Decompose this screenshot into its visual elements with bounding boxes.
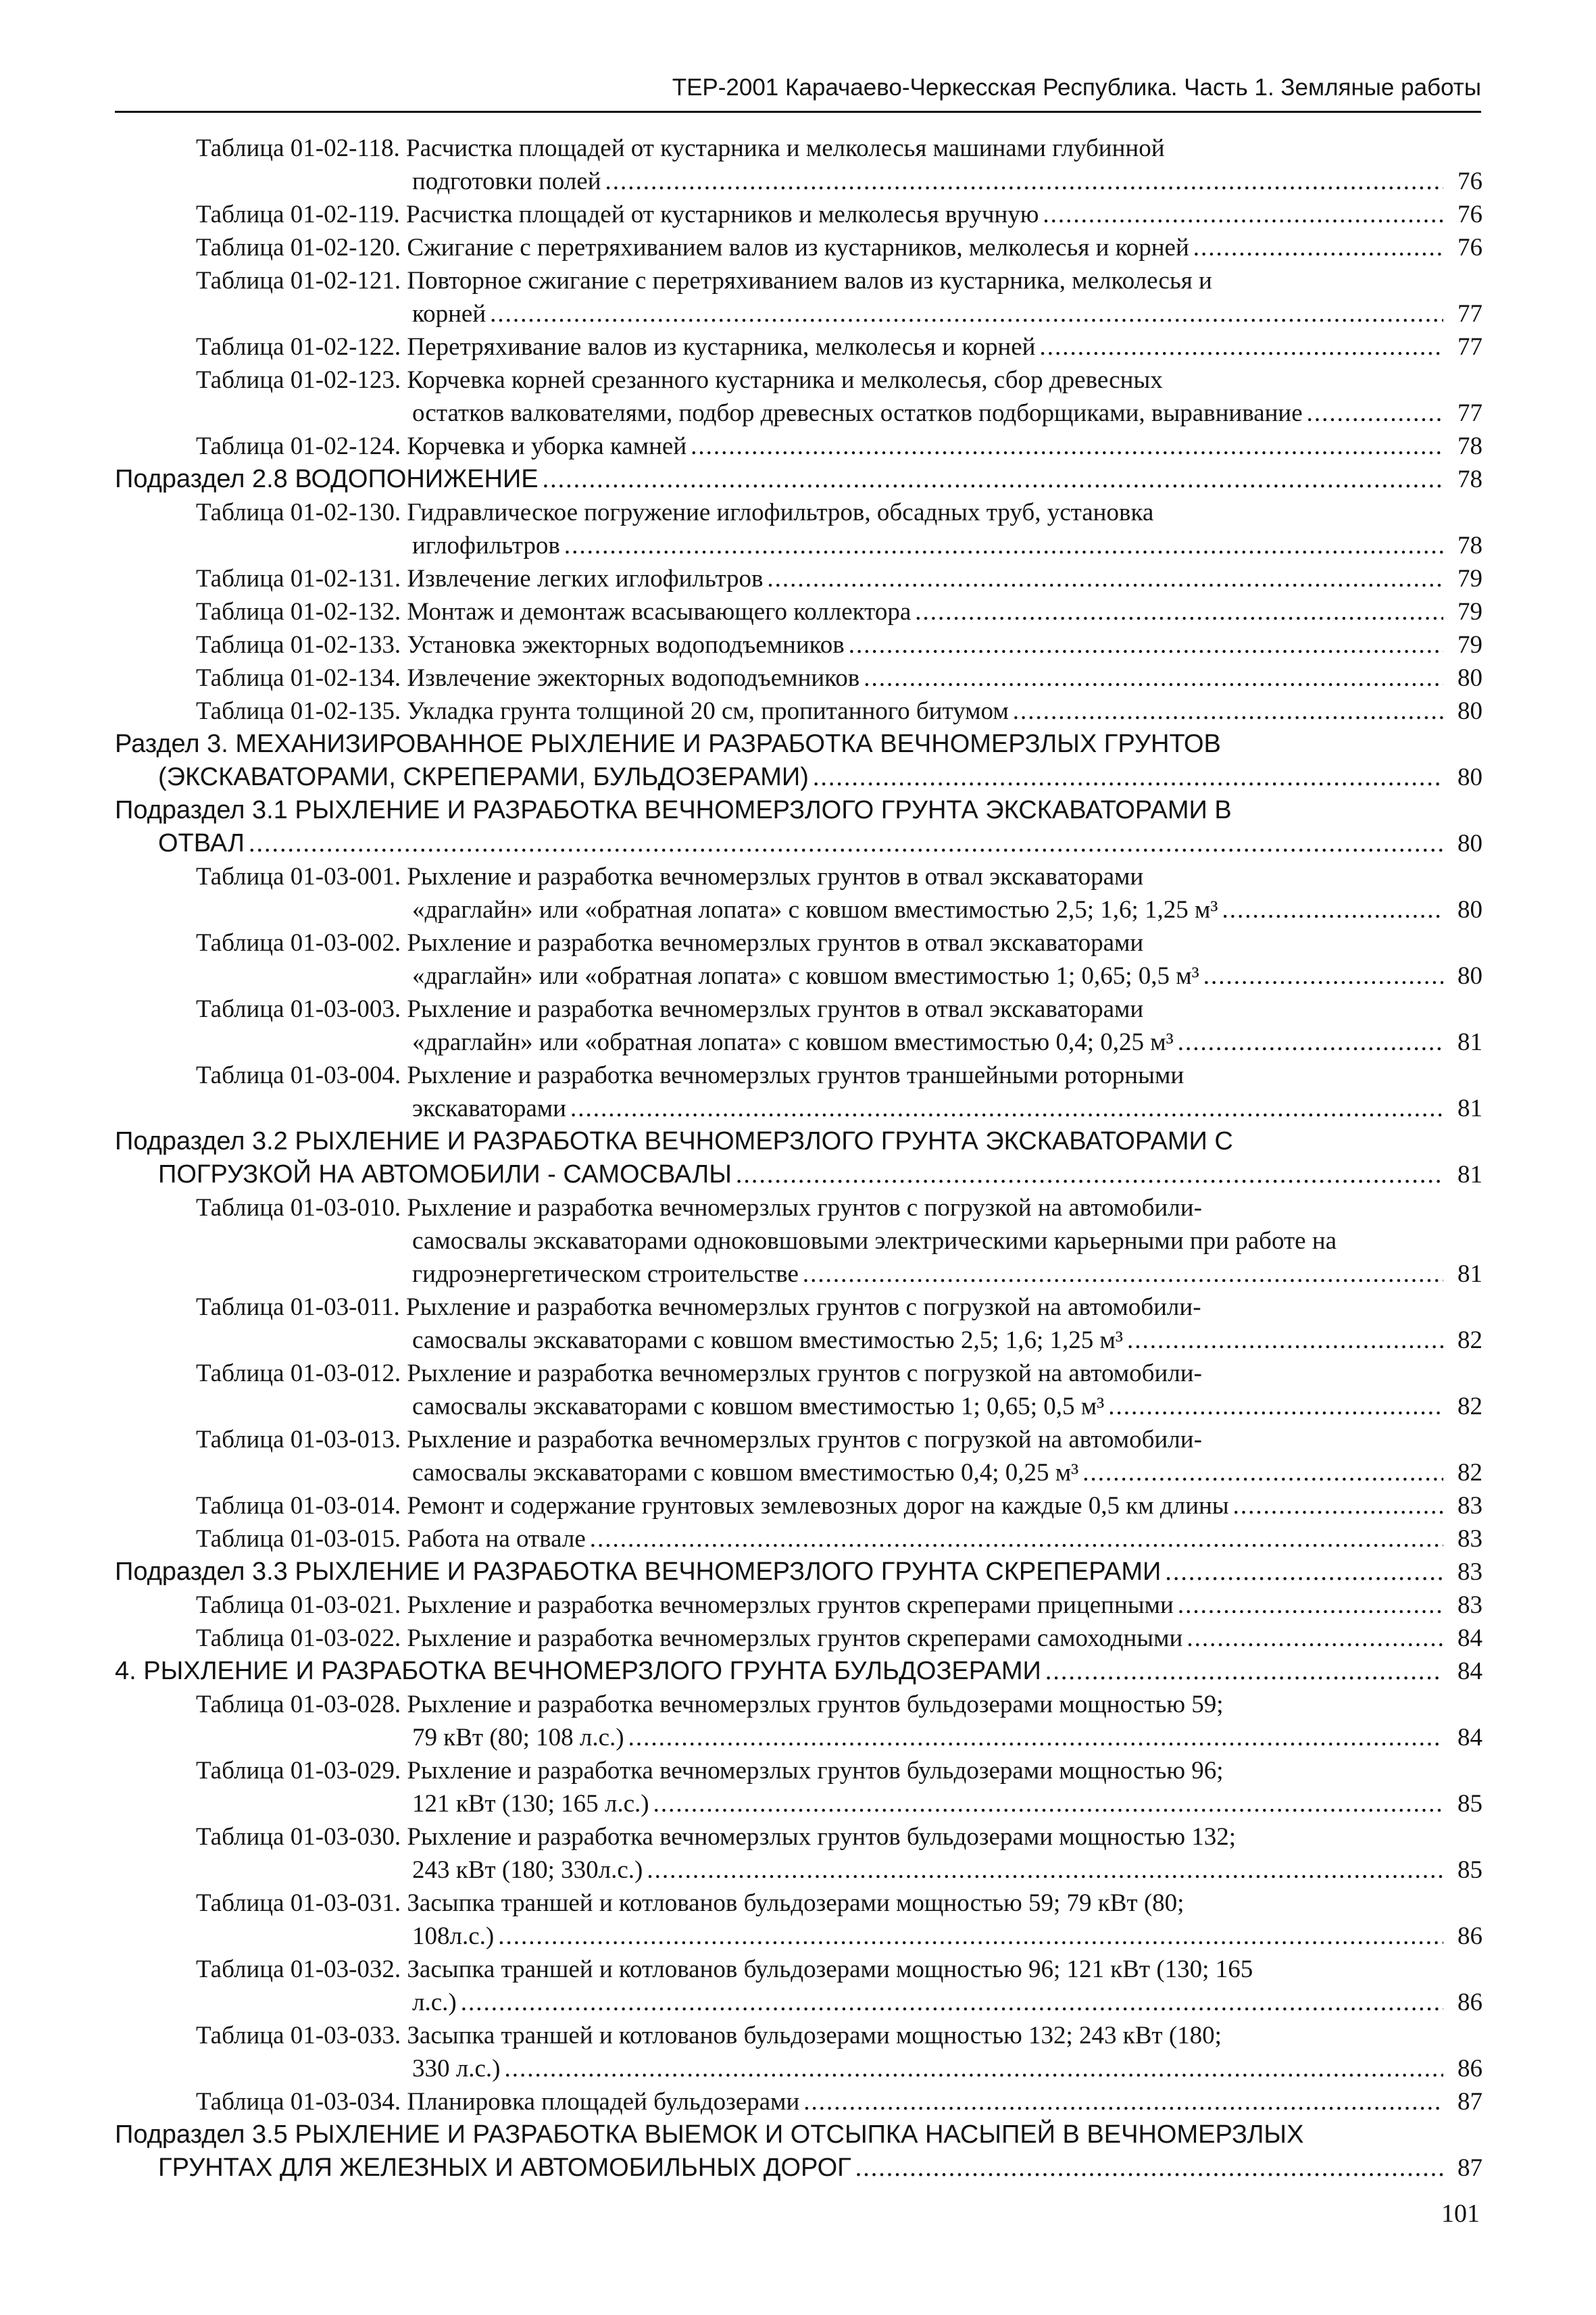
running-header: [115, 73, 1481, 113]
toc-entry-text: Подраздел 2.8 ВОДОПОНИЖЕНИЕ: [115, 465, 539, 493]
toc-section-entry[interactable]: [115, 463, 1482, 496]
toc-table-entry[interactable]: [115, 1887, 1482, 1953]
toc-page-number: 84: [1457, 1658, 1482, 1685]
toc-page-number: 83: [1457, 1591, 1482, 1619]
toc-entry-text: самосвалы экскаваторами с ковшом вместимостью 2,5; 1,6; 1,25 м³: [412, 1326, 1124, 1354]
toc-entry-text: гидроэнергетическом строительстве: [412, 1260, 799, 1288]
toc-page-number: 77: [1457, 333, 1482, 361]
dot-leader: [803, 1258, 1443, 1291]
table-of-contents: [115, 132, 1482, 2185]
dot-leader: [1039, 330, 1443, 364]
toc-table-entry[interactable]: [115, 1357, 1482, 1423]
toc-table-entry[interactable]: [115, 926, 1482, 993]
dot-leader: [1187, 1622, 1443, 1655]
toc-table-entry[interactable]: [115, 860, 1482, 926]
toc-entry-text: «драглайн» или «обратная лопата» с ковшом вместимостью 1; 0,65; 0,5 м³: [412, 962, 1199, 990]
toc-entry-text: подготовки полей: [412, 168, 601, 195]
dot-leader: [461, 1986, 1443, 2019]
toc-page-number: 83: [1457, 1558, 1482, 1586]
toc-entry-text: Таблица 01-03-013. Рыхление и разработка вечномерзлых грунтов с погрузкой на автомобили-: [196, 1426, 1202, 1453]
dot-leader: [1082, 1456, 1443, 1489]
page-number: 101: [1441, 2199, 1480, 2228]
toc-entry-text: самосвалы экскаваторами с ковшом вместимостью 1; 0,65; 0,5 м³: [412, 1393, 1105, 1420]
toc-page-number: 77: [1457, 300, 1482, 328]
toc-entry-text: Таблица 01-02-122. Перетряхивание валов из кустарника, мелколесья и корней: [196, 333, 1036, 361]
toc-entry-text: Таблица 01-03-015. Работа на отвале: [196, 1525, 586, 1553]
toc-table-entry[interactable]: [115, 1522, 1482, 1555]
toc-entry-text: Таблица 01-03-032. Засыпка траншей и котлованов бульдозерами мощностью 96; 121 кВт (130; 165: [196, 1956, 1253, 1983]
dot-leader: [647, 1853, 1443, 1887]
toc-entry-text: Таблица 01-02-130. Гидравлическое погружение иглофильтров, обсадных труб, установка: [196, 499, 1154, 526]
dot-leader: [813, 761, 1443, 794]
header-title: ТЕР-2001 Карачаево-Черкесская Республика. Часть 1. Земляные работы: [672, 74, 1481, 101]
toc-entry-text: Таблица 01-03-002. Рыхление и разработка вечномерзлых грунтов в отвал экскаваторами: [196, 929, 1144, 957]
toc-page-number: 81: [1457, 1260, 1482, 1288]
toc-entry-text: иглофильтров: [412, 532, 560, 559]
toc-entry-text: Таблица 01-02-134. Извлечение эжекторных водоподъемников: [196, 664, 860, 692]
dot-leader: [1127, 1324, 1443, 1357]
dot-leader: [803, 2085, 1443, 2118]
toc-page-number: 86: [1457, 1922, 1482, 1950]
toc-entry-text: Таблица 01-02-135. Укладка грунта толщиной 20 см, пропитанного битумом: [196, 697, 1009, 725]
dot-leader: [653, 1787, 1443, 1820]
toc-entry-text: Таблица 01-02-131. Извлечение легких иглофильтров: [196, 565, 764, 593]
toc-entry-text: Раздел 3. МЕХАНИЗИРОВАННОЕ РЫХЛЕНИЕ И РАЗРАБОТКА ВЕЧНОМЕРЗЛЫХ ГРУНТОВ: [115, 730, 1221, 758]
toc-table-entry[interactable]: [115, 1291, 1482, 1357]
toc-table-entry[interactable]: [115, 1820, 1482, 1887]
dot-leader: [767, 562, 1443, 595]
toc-section-entry[interactable]: [115, 1655, 1482, 1688]
toc-table-entry[interactable]: [115, 1953, 1482, 2019]
toc-entry-text: Таблица 01-03-011. Рыхление и разработка вечномерзлых грунтов с погрузкой на автомобили-: [196, 1293, 1201, 1321]
toc-entry-text: Подраздел 3.3 РЫХЛЕНИЕ И РАЗРАБОТКА ВЕЧНОМЕРЗЛОГО ГРУНТА СКРЕПЕРАМИ: [115, 1558, 1162, 1586]
toc-page-number: 83: [1457, 1525, 1482, 1553]
toc-entry-text: 108л.с.): [412, 1922, 495, 1950]
toc-entry-text: (ЭКСКАВАТОРАМИ, СКРЕПЕРАМИ, БУЛЬДОЗЕРАМИ): [158, 763, 809, 791]
dot-leader: [490, 297, 1443, 330]
toc-entry-text: Таблица 01-03-004. Рыхление и разработка вечномерзлых грунтов траншейными роторными: [196, 1062, 1184, 1089]
toc-entry-text: 121 кВт (130; 165 л.с.): [412, 1790, 649, 1818]
toc-page-number: 77: [1457, 399, 1482, 427]
toc-entry-text: Подраздел 3.2 РЫХЛЕНИЕ И РАЗРАБОТКА ВЕЧНОМЕРЗЛОГО ГРУНТА ЭКСКАВАТОРАМИ С: [115, 1127, 1233, 1155]
toc-table-entry[interactable]: [115, 1191, 1482, 1291]
toc-entry-text: Таблица 01-03-029. Рыхление и разработка вечномерзлых грунтов бульдозерами мощностью 96;: [196, 1757, 1224, 1785]
dot-leader: [849, 628, 1443, 662]
toc-table-entry[interactable]: [115, 1489, 1482, 1522]
toc-table-entry[interactable]: [115, 1688, 1482, 1754]
toc-entry-text: ГРУНТАХ ДЛЯ ЖЕЛЕЗНЫХ И АВТОМОБИЛЬНЫХ ДОРОГ: [158, 2154, 851, 2182]
toc-entry-text: Таблица 01-03-001. Рыхление и разработка вечномерзлых грунтов в отвал экскаваторами: [196, 863, 1144, 891]
toc-page-number: 80: [1457, 830, 1482, 857]
toc-entry-text: 79 кВт (80; 108 л.с.): [412, 1724, 624, 1751]
toc-entry-text: самосвалы экскаваторами с ковшом вместимостью 0,4; 0,25 м³: [412, 1459, 1079, 1487]
dot-leader: [1013, 695, 1443, 728]
toc-entry-text: ОТВАЛ: [158, 829, 245, 857]
toc-page-number: 80: [1457, 764, 1482, 791]
toc-entry-text: Таблица 01-03-021. Рыхление и разработка вечномерзлых грунтов скреперами прицепными: [196, 1591, 1174, 1619]
toc-entry-text: Таблица 01-03-022. Рыхление и разработка вечномерзлых грунтов скреперами самоходными: [196, 1624, 1183, 1652]
toc-entry-text: Таблица 01-03-003. Рыхление и разработка вечномерзлых грунтов в отвал экскаваторами: [196, 995, 1144, 1023]
toc-table-entry[interactable]: [115, 430, 1482, 463]
dot-leader: [1222, 893, 1443, 926]
dot-leader: [504, 2052, 1443, 2085]
toc-entry-text: Подраздел 3.5 РЫХЛЕНИЕ И РАЗРАБОТКА ВЫЕМОК И ОТСЫПКА НАСЫПЕЙ В ВЕЧНОМЕРЗЛЫХ: [115, 2120, 1304, 2149]
toc-entry-text: 330 л.с.): [412, 2055, 501, 2083]
toc-table-entry[interactable]: [115, 628, 1482, 662]
toc-section-entry[interactable]: [115, 1555, 1482, 1589]
dot-leader: [590, 1522, 1443, 1555]
toc-page-number: 79: [1457, 631, 1482, 659]
toc-page-number: 81: [1457, 1095, 1482, 1122]
toc-table-entry[interactable]: [115, 231, 1482, 264]
toc-entry-text: «драглайн» или «обратная лопата» с ковшом вместимостью 0,4; 0,25 м³: [412, 1028, 1174, 1056]
toc-entry-text: Таблица 01-03-033. Засыпка траншей и котлованов бульдозерами мощностью 132; 243 кВт (180;: [196, 2022, 1222, 2049]
dot-leader: [498, 1920, 1443, 1953]
dot-leader: [1043, 198, 1443, 231]
toc-page-number: 80: [1457, 664, 1482, 692]
toc-page-number: 87: [1457, 2088, 1482, 2116]
toc-page-number: 80: [1457, 697, 1482, 725]
toc-entry-text: Таблица 01-03-031. Засыпка траншей и котлованов бульдозерами мощностью 59; 79 кВт (80;: [196, 1889, 1184, 1917]
toc-entry-text: Таблица 01-02-121. Повторное сжигание с перетряхиванием валов из кустарника, мелколесья и: [196, 267, 1212, 295]
toc-page-number: 79: [1457, 565, 1482, 593]
dot-leader: [1045, 1655, 1443, 1688]
toc-page-number: 79: [1457, 598, 1482, 626]
toc-table-entry[interactable]: [115, 1589, 1482, 1622]
dot-leader: [605, 165, 1443, 198]
toc-entry-text: Таблица 01-03-012. Рыхление и разработка вечномерзлых грунтов с погрузкой на автомобили-: [196, 1360, 1202, 1387]
toc-page-number: 81: [1457, 1028, 1482, 1056]
dot-leader: [249, 827, 1443, 860]
toc-section-entry[interactable]: [115, 728, 1482, 794]
toc-table-entry[interactable]: [115, 662, 1482, 695]
toc-entry-text: Подраздел 3.1 РЫХЛЕНИЕ И РАЗРАБОТКА ВЕЧНОМЕРЗЛОГО ГРУНТА ЭКСКАВАТОРАМИ В: [115, 796, 1232, 824]
dot-leader: [1165, 1555, 1443, 1589]
dot-leader: [855, 2151, 1443, 2185]
toc-entry-text: Таблица 01-03-014. Ремонт и содержание грунтовых землевозных дорог на каждые 0,5 км длины: [196, 1492, 1229, 1520]
dot-leader: [1178, 1589, 1443, 1622]
toc-table-entry[interactable]: [115, 496, 1482, 562]
toc-entry-text: самосвалы экскаваторами одноковшовыми электрическими карьерными при работе на: [412, 1227, 1337, 1255]
toc-page-number: 83: [1457, 1492, 1482, 1520]
toc-table-entry[interactable]: [115, 132, 1482, 198]
toc-entry-text: Таблица 01-02-120. Сжигание с перетряхиванием валов из кустарников, мелколесья и корней: [196, 234, 1189, 262]
toc-page-number: 76: [1457, 168, 1482, 195]
toc-table-entry[interactable]: [115, 595, 1482, 628]
dot-leader: [864, 662, 1443, 695]
toc-entry-text: экскаваторами: [412, 1095, 566, 1122]
toc-entry-text: Таблица 01-02-118. Расчистка площадей от кустарника и мелколесья машинами глубинной: [196, 134, 1165, 162]
toc-page-number: 86: [1457, 1989, 1482, 2016]
toc-page-number: 82: [1457, 1459, 1482, 1487]
toc-table-entry[interactable]: [115, 330, 1482, 364]
toc-page-number: 78: [1457, 432, 1482, 460]
toc-page-number: 85: [1457, 1790, 1482, 1818]
toc-table-entry[interactable]: [115, 364, 1482, 430]
toc-entry-text: 4. РЫХЛЕНИЕ И РАЗРАБОТКА ВЕЧНОМЕРЗЛОГО ГРУНТА БУЛЬДОЗЕРАМИ: [115, 1657, 1041, 1685]
toc-entry-text: Таблица 01-02-124. Корчевка и уборка камней: [196, 432, 687, 460]
toc-page-number: 82: [1457, 1326, 1482, 1354]
toc-page-number: 78: [1457, 532, 1482, 559]
toc-page-number: 86: [1457, 2055, 1482, 2083]
dot-leader: [1178, 1026, 1443, 1059]
toc-table-entry[interactable]: [115, 1423, 1482, 1489]
dot-leader: [736, 1158, 1443, 1191]
toc-table-entry[interactable]: [115, 1754, 1482, 1820]
toc-section-entry[interactable]: [115, 2118, 1482, 2185]
toc-table-entry[interactable]: [115, 993, 1482, 1059]
toc-entry-text: Таблица 01-03-028. Рыхление и разработка вечномерзлых грунтов бульдозерами мощностью 59;: [196, 1691, 1224, 1718]
toc-section-entry[interactable]: [115, 1125, 1482, 1191]
toc-entry-text: Таблица 01-02-119. Расчистка площадей от кустарников и мелколесья вручную: [196, 201, 1039, 228]
toc-entry-text: «драглайн» или «обратная лопата» с ковшом вместимостью 2,5; 1,6; 1,25 м³: [412, 896, 1218, 924]
dot-leader: [1108, 1390, 1443, 1423]
dot-leader: [1307, 397, 1443, 430]
toc-entry-text: остатков валкователями, подбор древесных остатков подборщиками, выравнивание: [412, 399, 1303, 427]
toc-page-number: 85: [1457, 1856, 1482, 1884]
toc-page-number: 78: [1457, 466, 1482, 493]
dot-leader: [1193, 231, 1443, 264]
toc-table-entry[interactable]: [115, 198, 1482, 231]
dot-leader: [564, 529, 1443, 562]
toc-table-entry[interactable]: [115, 264, 1482, 330]
toc-entry-text: Таблица 01-03-034. Планировка площадей бульдозерами: [196, 2088, 800, 2116]
dot-leader: [1233, 1489, 1443, 1522]
dot-leader: [1203, 960, 1443, 993]
toc-page-number: 81: [1457, 1161, 1482, 1189]
dot-leader: [570, 1092, 1443, 1125]
toc-table-entry[interactable]: [115, 2085, 1482, 2118]
dot-leader: [691, 430, 1443, 463]
dot-leader: [915, 595, 1443, 628]
toc-entry-text: Таблица 01-03-010. Рыхление и разработка вечномерзлых грунтов с погрузкой на автомобили-: [196, 1194, 1202, 1222]
toc-page-number: 80: [1457, 962, 1482, 990]
toc-page-number: 84: [1457, 1724, 1482, 1751]
toc-entry-text: 243 кВт (180; 330л.с.): [412, 1856, 643, 1884]
toc-section-entry[interactable]: [115, 794, 1482, 860]
toc-page-number: 76: [1457, 201, 1482, 228]
toc-page-number: 80: [1457, 896, 1482, 924]
toc-entry-text: Таблица 01-02-123. Корчевка корней срезанного кустарника и мелколесья, сбор древесных: [196, 366, 1163, 394]
toc-entry-text: ПОГРУЗКОЙ НА АВТОМОБИЛИ - САМОСВАЛЫ: [158, 1160, 732, 1189]
toc-table-entry[interactable]: [115, 1622, 1482, 1655]
toc-entry-text: Таблица 01-02-133. Установка эжекторных водоподъемников: [196, 631, 845, 659]
toc-page-number: 82: [1457, 1393, 1482, 1420]
toc-table-entry[interactable]: [115, 695, 1482, 728]
toc-entry-text: корней: [412, 300, 487, 328]
toc-entry-text: Таблица 01-03-030. Рыхление и разработка вечномерзлых грунтов бульдозерами мощностью 132;: [196, 1823, 1237, 1851]
toc-entry-text: л.с.): [412, 1989, 457, 2016]
dot-leader: [628, 1721, 1443, 1754]
toc-table-entry[interactable]: [115, 562, 1482, 595]
toc-page-number: 87: [1457, 2154, 1482, 2182]
toc-page-number: 76: [1457, 234, 1482, 262]
toc-table-entry[interactable]: [115, 2019, 1482, 2085]
toc-page-number: 84: [1457, 1624, 1482, 1652]
dot-leader: [543, 463, 1443, 496]
toc-entry-text: Таблица 01-02-132. Монтаж и демонтаж всасывающего коллектора: [196, 598, 912, 626]
toc-table-entry[interactable]: [115, 1059, 1482, 1125]
